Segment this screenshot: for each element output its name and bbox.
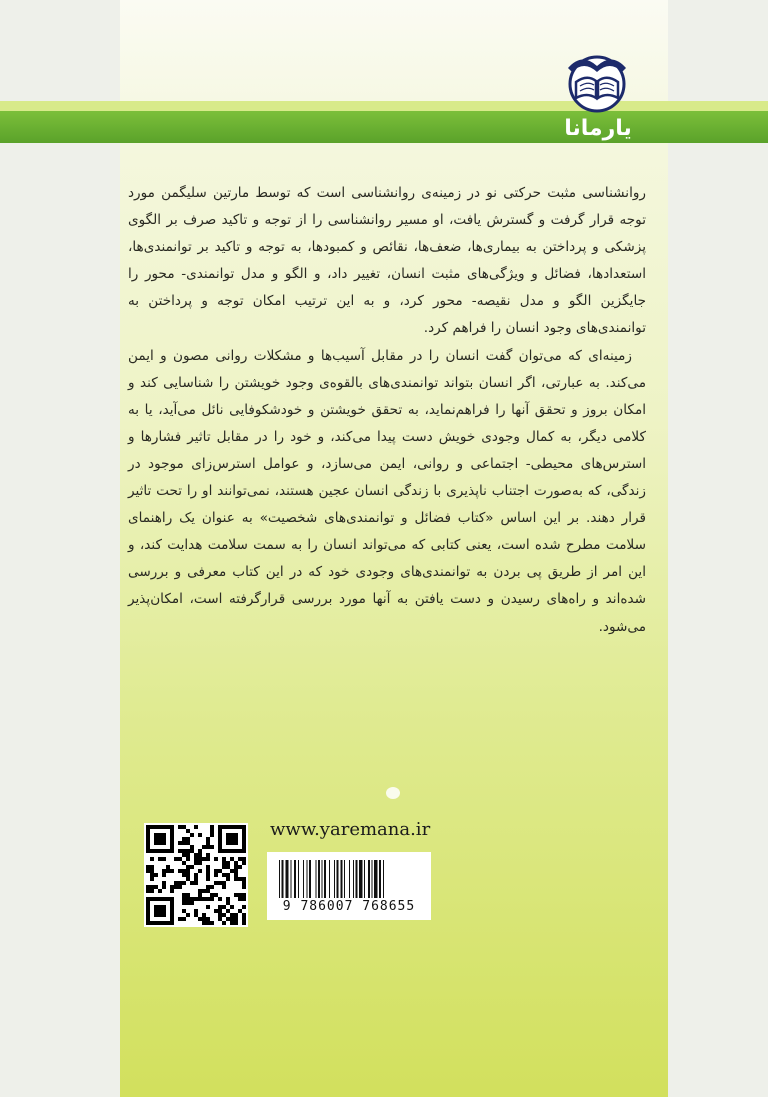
band-light-stripe: [0, 101, 768, 111]
barcode-bar: [322, 860, 323, 898]
barcode-bar: [307, 860, 308, 898]
description-paragraph-2: زمینه‌ای که می‌توان گفت انسان را در مقابل آسیب‌ها و مشکلات روانی مصون و ایمن می‌کند. به عبارتی، اگر انسان بتواند توانمندی‌های بالقوه‌ی وجود خویشتن را شناسایی کند و امکان بروز و تحقق آنها را فراهم‌نماید، به تحقق خویشتن و خودشکوفایی نائل می‌آید، یا به کلامی دیگر، به کمال وجودی خویش دست پیدا می‌کند، و خود را در مقابل تاثیر فشارها و استرس‌های محیطی- اجتماعی و روانی، ایمن می‌سازد، و عوامل استرس‌زای موجود در زندگی، که به‌صورت اجتناب ناپذیری با زندگی انسان عجین هستند، نمی‌توانند او را تحت تاثیر قرار دهند. بر این اساس «کتاب فضائل و توانمندی‌های شخصیت» به عنوان یک راهنمای سلامت مطرح شده است، یعنی کتابی که می‌تواند انسان را به سمت سلامت هدایت کند، و این امر از طریق پی بردن به توانمندی‌های وجودی خود که در این کتاب معرفی و بررسی شده‌اند و راه‌های رسیدن و دست یافتن به آنها مورد بررسی قرارگرفته است، امکان‌پذیر می‌شود.: [128, 347, 646, 635]
isbn-barcode: [267, 852, 431, 920]
description-paragraph-1: روانشناسی مثبت حرکتی نو در زمینه‌ی روانشناسی است که توسط مارتین سلیگمن مورد توجه قرار گرفت و گسترش یافت، او مسیر روانشناسی را از توجه و تاکید صرف بر الگوی پزشکی و پرداختن به بیماری‌ها، ضعف‌ها، نقائص و کمبودها، به توجه و تاکید بر توانمندی‌ها، استعدادها، فضائل و ویژگی‌های مثبت انسان، تغییر داد، و الگو و مدل توانمندی- محور را جایگزین الگو و مدل نقیصه- محور کرد، و به این ترتیب امکان توجه و پرداختن به توانمندی‌های وجود انسان را فراهم کرد.: [128, 185, 646, 337]
barcode-bar: [290, 860, 291, 898]
left-margin: [0, 0, 120, 1097]
barcode-bar: [359, 860, 362, 898]
barcode-bar: [374, 860, 377, 898]
book-description: [128, 180, 646, 641]
barcode-bar: [368, 860, 370, 898]
barcode-bar: [309, 860, 311, 898]
publisher-name: یارمانا: [564, 116, 632, 141]
barcode-bar: [303, 860, 304, 898]
barcode-bar: [324, 860, 326, 898]
barcode-bars: [279, 860, 419, 898]
barcode-bar: [285, 860, 288, 898]
band-dark-stripe: [0, 111, 768, 143]
barcode-bar: [282, 860, 284, 898]
barcode-bar: [334, 860, 335, 898]
barcode-bar: [344, 860, 345, 898]
barcode-bar: [372, 860, 373, 898]
barcode-bar: [279, 860, 280, 898]
green-header-band: [0, 101, 768, 143]
barcode-bar: [353, 860, 354, 898]
barcode-bar: [329, 860, 330, 898]
barcode-bar: [318, 860, 320, 898]
publisher-website: www.yaremana.ir: [270, 819, 431, 840]
barcode-bar: [379, 860, 381, 898]
open-book-emblem-icon: [560, 48, 634, 118]
publisher-logo: [558, 40, 638, 150]
barcode-bar: [364, 860, 365, 898]
barcode-bar: [294, 860, 296, 898]
print-smudge: [386, 787, 400, 799]
right-margin: [668, 0, 768, 1097]
barcode-bar: [383, 860, 384, 898]
barcode-bar: [337, 860, 339, 898]
barcode-bar: [340, 860, 342, 898]
isbn-number: 9 786007 768655: [282, 899, 416, 914]
barcode-bar: [349, 860, 350, 898]
barcode-bar: [355, 860, 357, 898]
qr-code: [144, 823, 248, 927]
barcode-bar: [315, 860, 316, 898]
barcode-bar: [298, 860, 299, 898]
